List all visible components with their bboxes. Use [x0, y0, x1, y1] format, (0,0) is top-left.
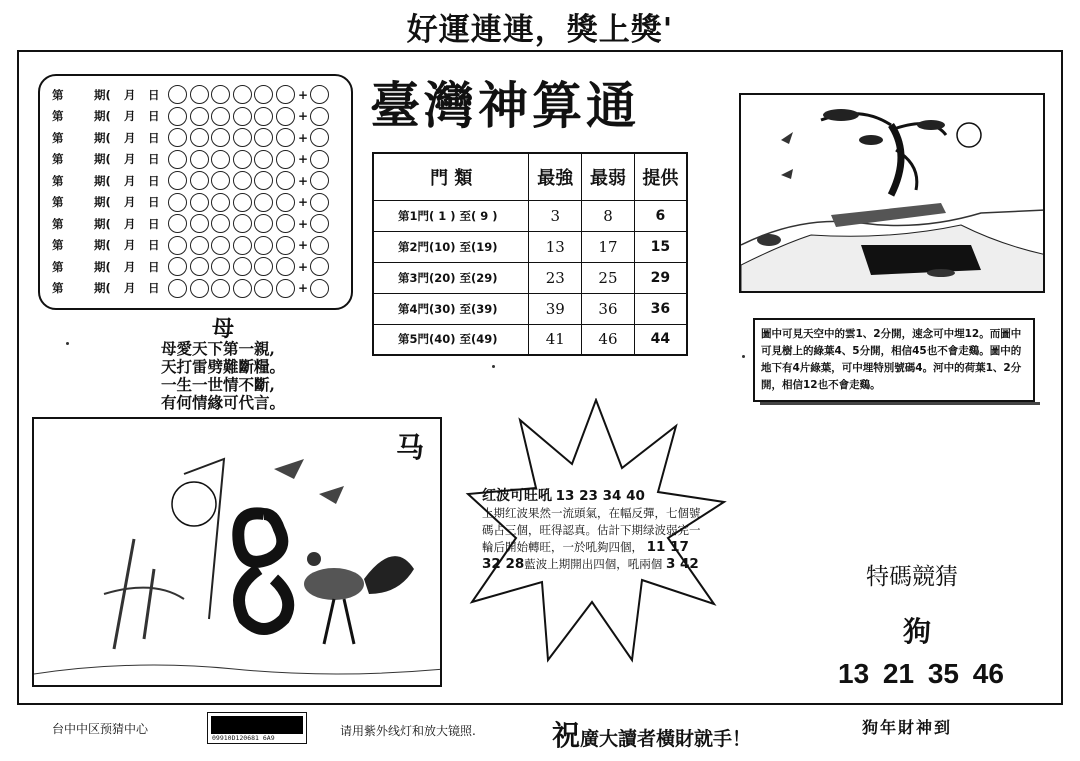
ball-tracking-grid [38, 74, 353, 310]
grid-row [52, 170, 343, 192]
grid-label-part: 月 [124, 195, 136, 210]
grid-row-label [52, 108, 168, 124]
number-circle [276, 128, 295, 147]
weakest-cell: 17 [582, 231, 635, 262]
grid-row-label [52, 216, 168, 232]
table-row [373, 231, 687, 262]
grid-label-part: 第 [52, 130, 64, 145]
number-circle [211, 128, 230, 147]
number-circle [168, 279, 187, 298]
grid-label-part: 月 [124, 173, 136, 188]
plus-sign: + [298, 195, 309, 210]
number-circle [276, 257, 295, 276]
plus-sign: + [298, 173, 309, 188]
grid-label-part: 月 [124, 130, 136, 145]
grid-label-part: 第 [52, 216, 64, 231]
header-category: 門 類 [373, 153, 529, 200]
number-circle [233, 257, 252, 276]
number-circle [276, 107, 295, 126]
horse-label: 马 [396, 431, 425, 464]
strongest-cell: 39 [529, 293, 582, 324]
poem-line: 母愛天下第一親, [161, 339, 275, 358]
mother-poem [161, 340, 285, 412]
number-circle [168, 236, 187, 255]
grid-row [52, 213, 343, 235]
category-cell: 第2門(10) 至(19) [373, 231, 529, 262]
number-circle [276, 279, 295, 298]
plus-sign: + [298, 130, 309, 145]
grid-label-part: 第 [52, 238, 64, 253]
category-stats-table [372, 152, 688, 356]
number-circle [276, 85, 295, 104]
number-circle [233, 85, 252, 104]
poem-line: 天打雷劈難斷糧。 [161, 357, 286, 376]
grid-label-part: 第 [52, 109, 64, 124]
number-circle [233, 107, 252, 126]
number-circle [168, 214, 187, 233]
landscape-illustration [739, 93, 1045, 293]
wish-rest: 廣大讀者橫財就手！ [580, 728, 752, 750]
grid-label-part: 第 [52, 152, 64, 167]
plus-sign: + [298, 281, 309, 296]
grid-row-label [52, 237, 168, 253]
special-number-circle [310, 171, 329, 190]
grid-row [52, 84, 343, 106]
special-number-circle [310, 236, 329, 255]
footer-center-name: 台中中区预猜中心 [52, 722, 149, 736]
number-circle [211, 279, 230, 298]
poem-line: 一生一世情不斷, [161, 375, 275, 394]
grid-row-label [52, 130, 168, 146]
number-circle [276, 193, 295, 212]
number-circle [233, 128, 252, 147]
burst-body-2: 藍波上期開出四個，吼兩個 [524, 557, 663, 571]
number-circle [211, 150, 230, 169]
picture-hint-note: 圖中可見天空中的雲1、2分開，速念可中埋12。而圖中可見樹上的綠葉4、5分開，相信45也不會走鷄。圖中的地下有4片綠葉，可中埋特別號碼4。河中的荷葉1、2分開，相信12也不會走鷄。 [753, 318, 1035, 402]
top-slogan: 好運連連，獎上獎' [406, 12, 674, 48]
grid-label-part: 日 [148, 195, 160, 210]
number-circle [276, 214, 295, 233]
number-circle [168, 107, 187, 126]
grid-label-part: 期( [94, 238, 111, 253]
strongest-cell: 13 [529, 231, 582, 262]
header-weakest: 最弱 [582, 153, 635, 200]
grid-label-part: 期( [94, 195, 111, 210]
grid-label-part: 月 [124, 259, 136, 274]
grid-label-part: 月 [124, 281, 136, 296]
plus-sign: + [298, 216, 309, 231]
special-number-circle [310, 150, 329, 169]
number-circle [211, 236, 230, 255]
burst-line-numbers: 11 17 32 28 [482, 539, 689, 572]
grid-label-part: 日 [148, 152, 160, 167]
grid-row [52, 127, 343, 149]
barcode-code: 09910D120681 6A9 [212, 734, 275, 742]
dog-year-text: 狗年財神到 [862, 718, 953, 737]
number-circle [168, 257, 187, 276]
number-circle [168, 85, 187, 104]
plus-sign: + [298, 259, 309, 274]
number-circle [168, 193, 187, 212]
number-circle [233, 150, 252, 169]
grid-label-part: 日 [148, 87, 160, 102]
table-row [373, 200, 687, 231]
weakest-cell: 46 [582, 324, 635, 355]
grid-row [52, 256, 343, 278]
grid-label-part: 月 [124, 109, 136, 124]
number-circle [233, 171, 252, 190]
grid-label-part: 期( [94, 130, 111, 145]
number-circle [254, 193, 273, 212]
provided-cell: 44 [634, 324, 687, 355]
grid-label-part: 期( [94, 259, 111, 274]
special-number-circle [310, 128, 329, 147]
grid-label-part: 日 [148, 216, 160, 231]
number-circle [190, 257, 209, 276]
number-circle [190, 107, 209, 126]
guess-animal: 狗 [903, 615, 932, 648]
special-number-circle [310, 85, 329, 104]
grid-label-part: 月 [124, 238, 136, 253]
speck [742, 355, 745, 358]
number-circle [254, 128, 273, 147]
grid-label-part: 期( [94, 87, 111, 102]
grid-row-label [52, 87, 168, 103]
plus-sign: + [298, 238, 309, 253]
header-provided: 提供 [634, 153, 687, 200]
number-circle [276, 171, 295, 190]
number-circle [190, 171, 209, 190]
plus-sign: + [298, 152, 309, 167]
provided-cell: 6 [634, 200, 687, 231]
grid-label-part: 期( [94, 173, 111, 188]
special-number-circle [310, 193, 329, 212]
burst-body-1: 上期红波果然一流頭氣，在幅反彈，七個號碼占三個，旺得認真。估計下期绿波弱完一輪后開始轉旺，一於吼夠四個， [482, 506, 701, 554]
number-circle [254, 257, 273, 276]
grid-label-part: 期( [94, 109, 111, 124]
grid-label-part: 第 [52, 281, 64, 296]
strongest-cell: 23 [529, 262, 582, 293]
number-circle [254, 107, 273, 126]
red-wave-analysis [482, 488, 710, 573]
provided-cell: 36 [634, 293, 687, 324]
number-circle [233, 214, 252, 233]
grid-label-part: 第 [52, 259, 64, 274]
speck [66, 342, 69, 345]
header-strongest: 最強 [529, 153, 582, 200]
grid-label-part: 日 [148, 259, 160, 274]
category-cell: 第5門(40) 至(49) [373, 324, 529, 355]
number-circle [276, 236, 295, 255]
grid-row-label [52, 194, 168, 210]
number-circle [254, 236, 273, 255]
number-circle [190, 150, 209, 169]
grid-row [52, 106, 343, 128]
plus-sign: + [298, 109, 309, 124]
grid-label-part: 月 [124, 87, 136, 102]
rooster-illustration [32, 417, 442, 687]
grid-row-label [52, 151, 168, 167]
number-circle [190, 128, 209, 147]
poem-line: 有何情緣可代言。 [161, 393, 286, 412]
grid-label-part: 月 [124, 216, 136, 231]
mother-title: 母 [212, 316, 235, 342]
weakest-cell: 25 [582, 262, 635, 293]
table-row [373, 262, 687, 293]
number-circle [190, 279, 209, 298]
burst-heading: 红波可旺吼 [482, 488, 552, 504]
main-title: 臺灣神算通 [370, 76, 640, 135]
weakest-cell: 8 [582, 200, 635, 231]
grid-label-part: 日 [148, 109, 160, 124]
category-cell: 第3門(20) 至(29) [373, 262, 529, 293]
table-header-row [373, 153, 687, 200]
grid-label-part: 期( [94, 281, 111, 296]
number-circle [211, 171, 230, 190]
tree-bridge-drawing [741, 95, 1045, 293]
grid-row [52, 235, 343, 257]
number-circle [190, 193, 209, 212]
number-circle [211, 214, 230, 233]
number-circle [233, 236, 252, 255]
burst-tail-numbers: 3 42 [665, 556, 699, 572]
grid-label-part: 月 [124, 152, 136, 167]
grid-label-part: 第 [52, 173, 64, 188]
weakest-cell: 36 [582, 293, 635, 324]
table-row [373, 324, 687, 355]
number-circle [233, 279, 252, 298]
guess-numbers: 13 21 35 46 [838, 658, 1004, 689]
number-circle [168, 128, 187, 147]
special-number-circle [310, 279, 329, 298]
grid-label-part: 期( [94, 152, 111, 167]
strongest-cell: 41 [529, 324, 582, 355]
provided-cell: 29 [634, 262, 687, 293]
number-circle [233, 193, 252, 212]
table-row [373, 293, 687, 324]
note-shadow [760, 402, 1040, 405]
grid-row [52, 278, 343, 300]
grid-label-part: 第 [52, 87, 64, 102]
number-circle [190, 214, 209, 233]
number-circle [254, 150, 273, 169]
number-circle [211, 257, 230, 276]
wish-text [552, 714, 751, 754]
number-circle [190, 85, 209, 104]
grid-label-part: 日 [148, 238, 160, 253]
special-guess-title: 特碼競猜 [866, 564, 958, 590]
grid-label-part: 第 [52, 195, 64, 210]
number-circle [168, 171, 187, 190]
category-cell: 第1門( 1 ) 至( 9 ) [373, 200, 529, 231]
number-circle [168, 150, 187, 169]
special-number-circle [310, 107, 329, 126]
grid-label-part: 日 [148, 130, 160, 145]
number-circle [254, 85, 273, 104]
burst-heading-numbers: 13 23 34 40 [555, 488, 645, 504]
special-number-circle [310, 214, 329, 233]
speck [492, 365, 495, 368]
strongest-cell: 3 [529, 200, 582, 231]
uv-light-note: 请用紫外线灯和放大镜照. [340, 724, 476, 738]
provided-cell: 15 [634, 231, 687, 262]
number-circle [190, 236, 209, 255]
barcode [207, 712, 307, 744]
category-cell: 第4門(30) 至(39) [373, 293, 529, 324]
grid-label-part: 期( [94, 216, 111, 231]
grid-label-part: 日 [148, 173, 160, 188]
grid-row-label [52, 280, 168, 296]
wish-big-char: 祝 [552, 719, 581, 752]
number-circle [211, 107, 230, 126]
rooster-bamboo-drawing [34, 419, 442, 687]
special-number-circle [310, 257, 329, 276]
number-circle [254, 214, 273, 233]
number-circle [254, 171, 273, 190]
number-circle [276, 150, 295, 169]
grid-label-part: 日 [148, 281, 160, 296]
grid-row-label [52, 173, 168, 189]
grid-row-label [52, 259, 168, 275]
number-circle [211, 193, 230, 212]
grid-row [52, 149, 343, 171]
grid-row [52, 192, 343, 214]
plus-sign: + [298, 87, 309, 102]
barcode-block [211, 716, 303, 734]
number-circle [211, 85, 230, 104]
number-circle [254, 279, 273, 298]
